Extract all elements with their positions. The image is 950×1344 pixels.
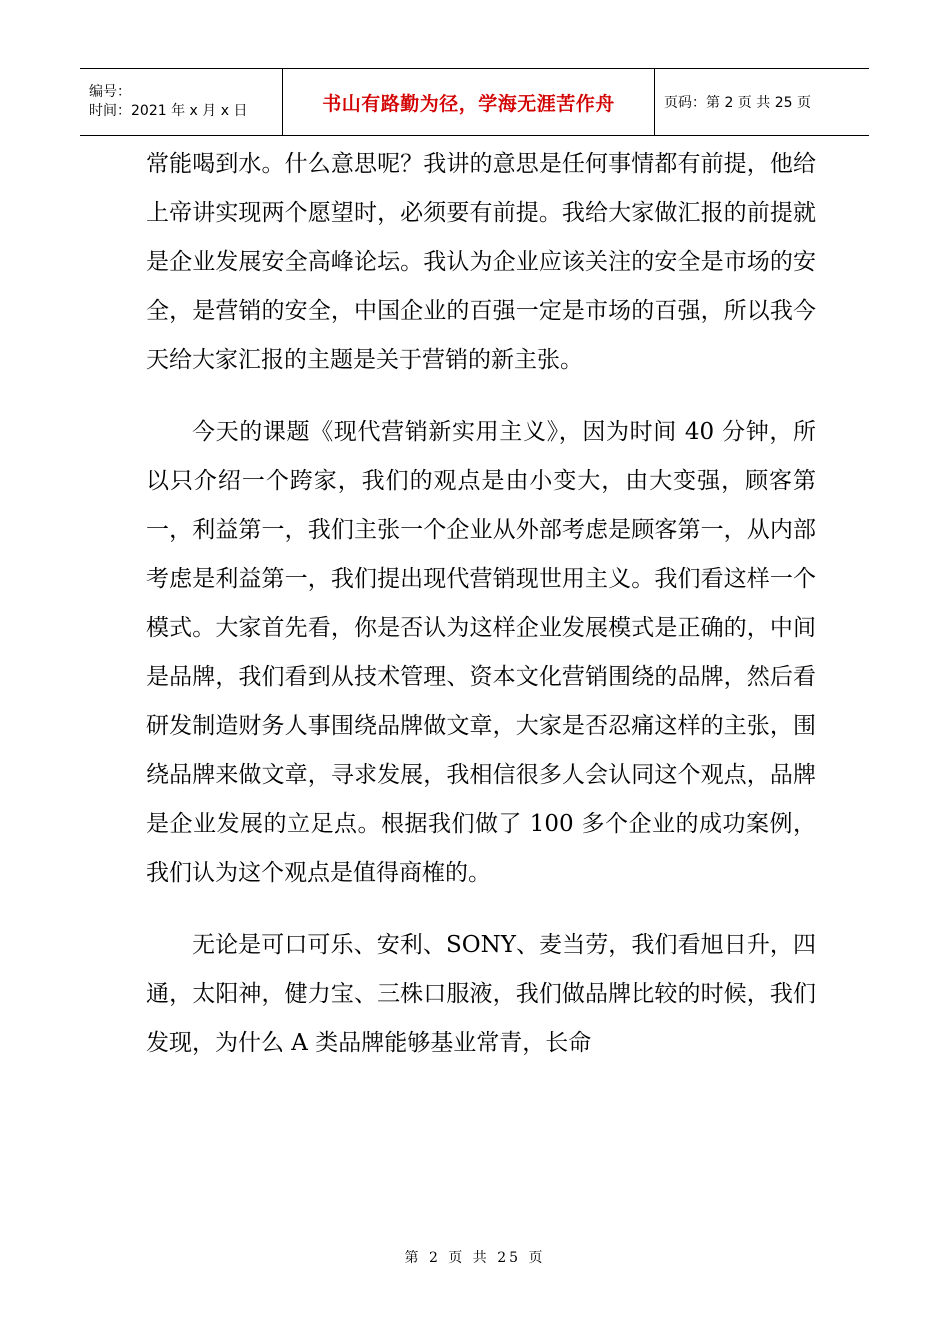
document-body	[146, 140, 816, 1091]
page-header	[80, 68, 869, 136]
document-number-label: 编号：	[89, 84, 131, 100]
header-page-info: 页码：第 2 页 共 25 页	[664, 95, 811, 111]
header-page-cell	[655, 69, 869, 135]
header-motto: 书山有路勤为径，学海无涯苦作舟	[322, 92, 615, 115]
header-motto-cell	[282, 69, 655, 135]
page-footer: 第 2 页 共 25 页	[404, 1250, 546, 1266]
paragraph: 常能喝到水。什么意思呢？我讲的意思是任何事情都有前提，他给上帝讲实现两个愿望时，必须要有前提。我给大家做汇报的前提就是企业发展安全高峰论坛。我认为企业应该关注的安全是市场的安全，是营销的安全，中国企业的百强一定是市场的百强，所以我今天给大家汇报的主题是关于营销的新主张。	[146, 151, 816, 373]
paragraph: 无论是可口可乐、安利、SONY、麦当劳，我们看旭日升，四通，太阳神，健力宝、三株口服液，我们做品牌比较的时候，我们发现，为什么 A 类品牌能够基业常青，长命	[146, 932, 816, 1056]
paragraph: 今天的课题《现代营销新实用主义》，因为时间 40 分钟，所以只介绍一个跨家，我们的观点是由小变大，由大变强，顾客第一，利益第一，我们主张一个企业从外部考虑是顾客第一，从内部考虑是利益第一，我们提出现代营销现世用主义。我们看这样一个模式。大家首先看，你是否认为这样企业发展模式是正确的，中间是品牌，我们看到从技术管理、资本文化营销围绕的品牌，然后看研发制造财务人事围绕品牌做文章，大家是否忍痛这样的主张，围绕品牌来做文章，寻求发展，我相信很多人会认同这个观点，品牌是企业发展的立足点。根据我们做了 100 多个企业的成功案例，我们认为这个观点是值得商榷的。	[146, 419, 816, 886]
header-meta-cell	[80, 69, 282, 135]
document-time-label: 时间：2021 年 x 月 x 日	[89, 103, 248, 119]
